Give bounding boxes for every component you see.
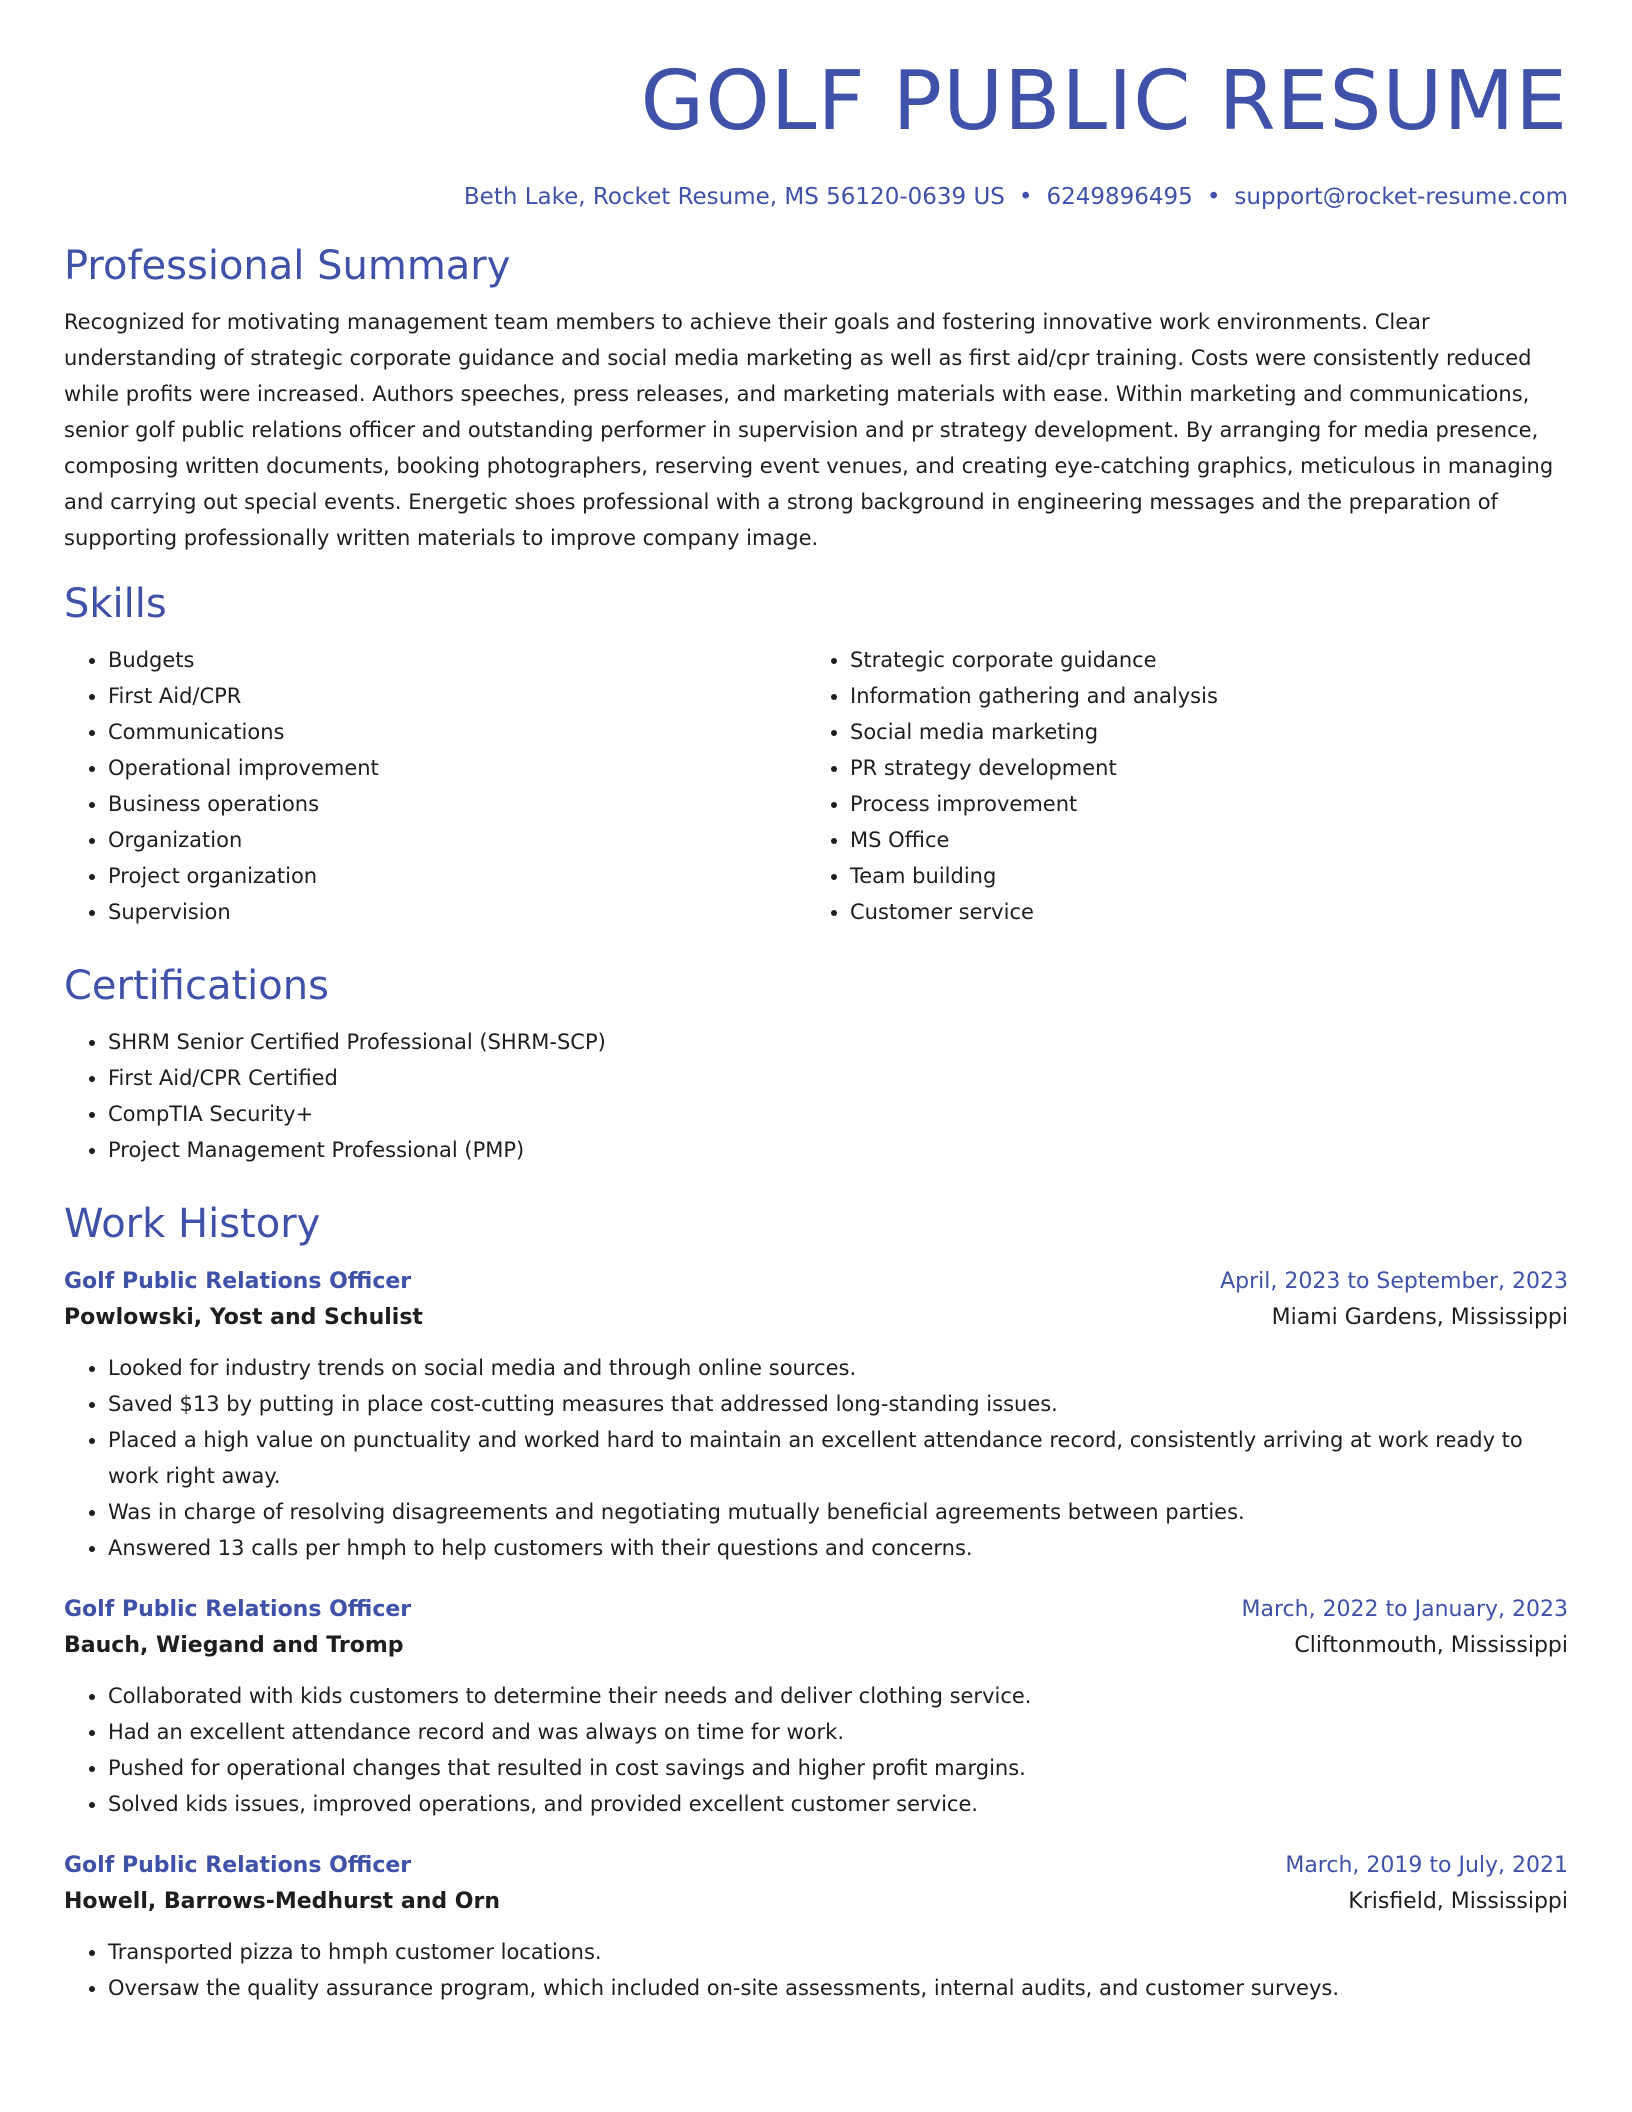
contact-separator: • (1018, 184, 1033, 210)
work-history-section (64, 1198, 1568, 2006)
skill-item: • Operational improvement (108, 750, 806, 786)
job-location: Krisfield, Mississippi (1348, 1889, 1568, 1914)
job-title-row (64, 1592, 1568, 1628)
summary-section (64, 240, 1568, 556)
job-entry (64, 1592, 1568, 1822)
job-company-row (64, 1300, 1568, 1336)
contact-address: Beth Lake, Rocket Resume, MS 56120-0639 US (463, 184, 1005, 210)
certifications-list (64, 1024, 1568, 1168)
certifications-heading: Certifications (64, 963, 329, 1009)
summary-heading: Professional Summary (64, 243, 511, 289)
job-location: Miami Gardens, Mississippi (1271, 1305, 1568, 1330)
job-entry (64, 1264, 1568, 1566)
job-bullet: • Transported pizza to hmph customer locations. (108, 1934, 1568, 1970)
resume-name: GOLF PUBLIC RESUME (640, 54, 1568, 149)
job-location: Cliftonmouth, Mississippi (1294, 1633, 1568, 1658)
work-history-heading: Work History (64, 1201, 321, 1247)
job-bullet: • Collaborated with kids customers to determine their needs and deliver clothing service. (108, 1678, 1568, 1714)
contact-phone: 6249896495 (1046, 184, 1193, 210)
job-company-row (64, 1628, 1568, 1664)
job-bullet: • Pushed for operational changes that resulted in cost savings and higher profit margins. (108, 1750, 1568, 1786)
job-bullet: • Solved kids issues, improved operations, and provided excellent customer service. (108, 1786, 1568, 1822)
job-dates: March, 2022 to January, 2023 (1241, 1597, 1568, 1622)
job-bullet: • Saved $13 by putting in place cost-cutting measures that addressed long-standing issues. (108, 1386, 1568, 1422)
skill-item: • Social media marketing (850, 714, 1548, 750)
skill-item: • Information gathering and analysis (850, 678, 1548, 714)
job-bullet: • Answered 13 calls per hmph to help customers with their questions and concerns. (108, 1530, 1568, 1566)
skill-item: • Strategic corporate guidance (850, 642, 1548, 678)
skill-item: • PR strategy development (850, 750, 1548, 786)
skill-item: • Process improvement (850, 786, 1548, 822)
job-title: Golf Public Relations Officer (64, 1853, 412, 1878)
skills-left-list (64, 642, 806, 930)
certification-item: • Project Management Professional (PMP) (108, 1132, 1568, 1168)
skills-section (64, 578, 1568, 930)
resume-page (64, 0, 1568, 2006)
job-company: Bauch, Wiegand and Tromp (64, 1633, 404, 1658)
skills-heading: Skills (64, 581, 167, 627)
skill-item: • First Aid/CPR (108, 678, 806, 714)
job-bullets (64, 1934, 1568, 2006)
job-title: Golf Public Relations Officer (64, 1597, 412, 1622)
certification-item: • CompTIA Security+ (108, 1096, 1568, 1132)
job-bullet: • Placed a high value on punctuality and worked hard to maintain an excellent attendance record, consistently arriving at work ready to work right away. (108, 1422, 1568, 1494)
contact-email[interactable]: support@rocket-resume.com (1234, 184, 1568, 210)
skill-item: • Business operations (108, 786, 806, 822)
job-dates: April, 2023 to September, 2023 (1220, 1269, 1568, 1294)
job-title-row (64, 1264, 1568, 1300)
job-bullets (64, 1350, 1568, 1566)
skill-item: • Team building (850, 858, 1548, 894)
skill-item: • Organization (108, 822, 806, 858)
job-bullet: • Oversaw the quality assurance program, which included on-site assessments, internal audits, and customer surveys. (108, 1970, 1568, 2006)
skill-item: • MS Office (850, 822, 1548, 858)
job-company: Powlowski, Yost and Schulist (64, 1305, 423, 1330)
job-title-row (64, 1848, 1568, 1884)
job-bullets (64, 1678, 1568, 1822)
contact-line (64, 182, 1568, 212)
skill-item: • Supervision (108, 894, 806, 930)
summary-text: Recognized for motivating management team members to achieve their goals and fostering innovative work environments. Clear understanding of strategic corporate guidance and social media marketing as well as first aid/cpr training. Costs were consistently reduced while profits were increased. Authors speeches, press releases, and marketing materials with ease. Within marketing and communications, senior golf public relations officer and outstanding performer in supervision and pr strategy development. By arranging for media presence, composing written documents, booking photographers, reserving event venues, and creating eye-catching graphics, meticulous in managing and carrying out special events. Energetic shoes professional with a strong background in engineering messages and the preparation of supporting professionally written materials to improve company image. (64, 310, 1554, 550)
contact-separator: • (1206, 184, 1221, 210)
resume-header (64, 52, 1568, 212)
job-bullet: • Was in charge of resolving disagreements and negotiating mutually beneficial agreements between parties. (108, 1494, 1568, 1530)
job-company-row (64, 1884, 1568, 1920)
skills-columns (64, 642, 1568, 930)
job-bullet: • Looked for industry trends on social media and through online sources. (108, 1350, 1568, 1386)
skills-right-list (806, 642, 1548, 930)
skill-item: • Communications (108, 714, 806, 750)
certification-item: • SHRM Senior Certified Professional (SHRM-SCP) (108, 1024, 1568, 1060)
job-dates: March, 2019 to July, 2021 (1285, 1853, 1568, 1878)
skill-item: • Budgets (108, 642, 806, 678)
job-entry (64, 1848, 1568, 2006)
certifications-section (64, 960, 1568, 1168)
job-company: Howell, Barrows-Medhurst and Orn (64, 1889, 500, 1914)
skill-item: • Customer service (850, 894, 1548, 930)
certification-item: • First Aid/CPR Certified (108, 1060, 1568, 1096)
skill-item: • Project organization (108, 858, 806, 894)
job-bullet: • Had an excellent attendance record and was always on time for work. (108, 1714, 1568, 1750)
job-title: Golf Public Relations Officer (64, 1269, 412, 1294)
